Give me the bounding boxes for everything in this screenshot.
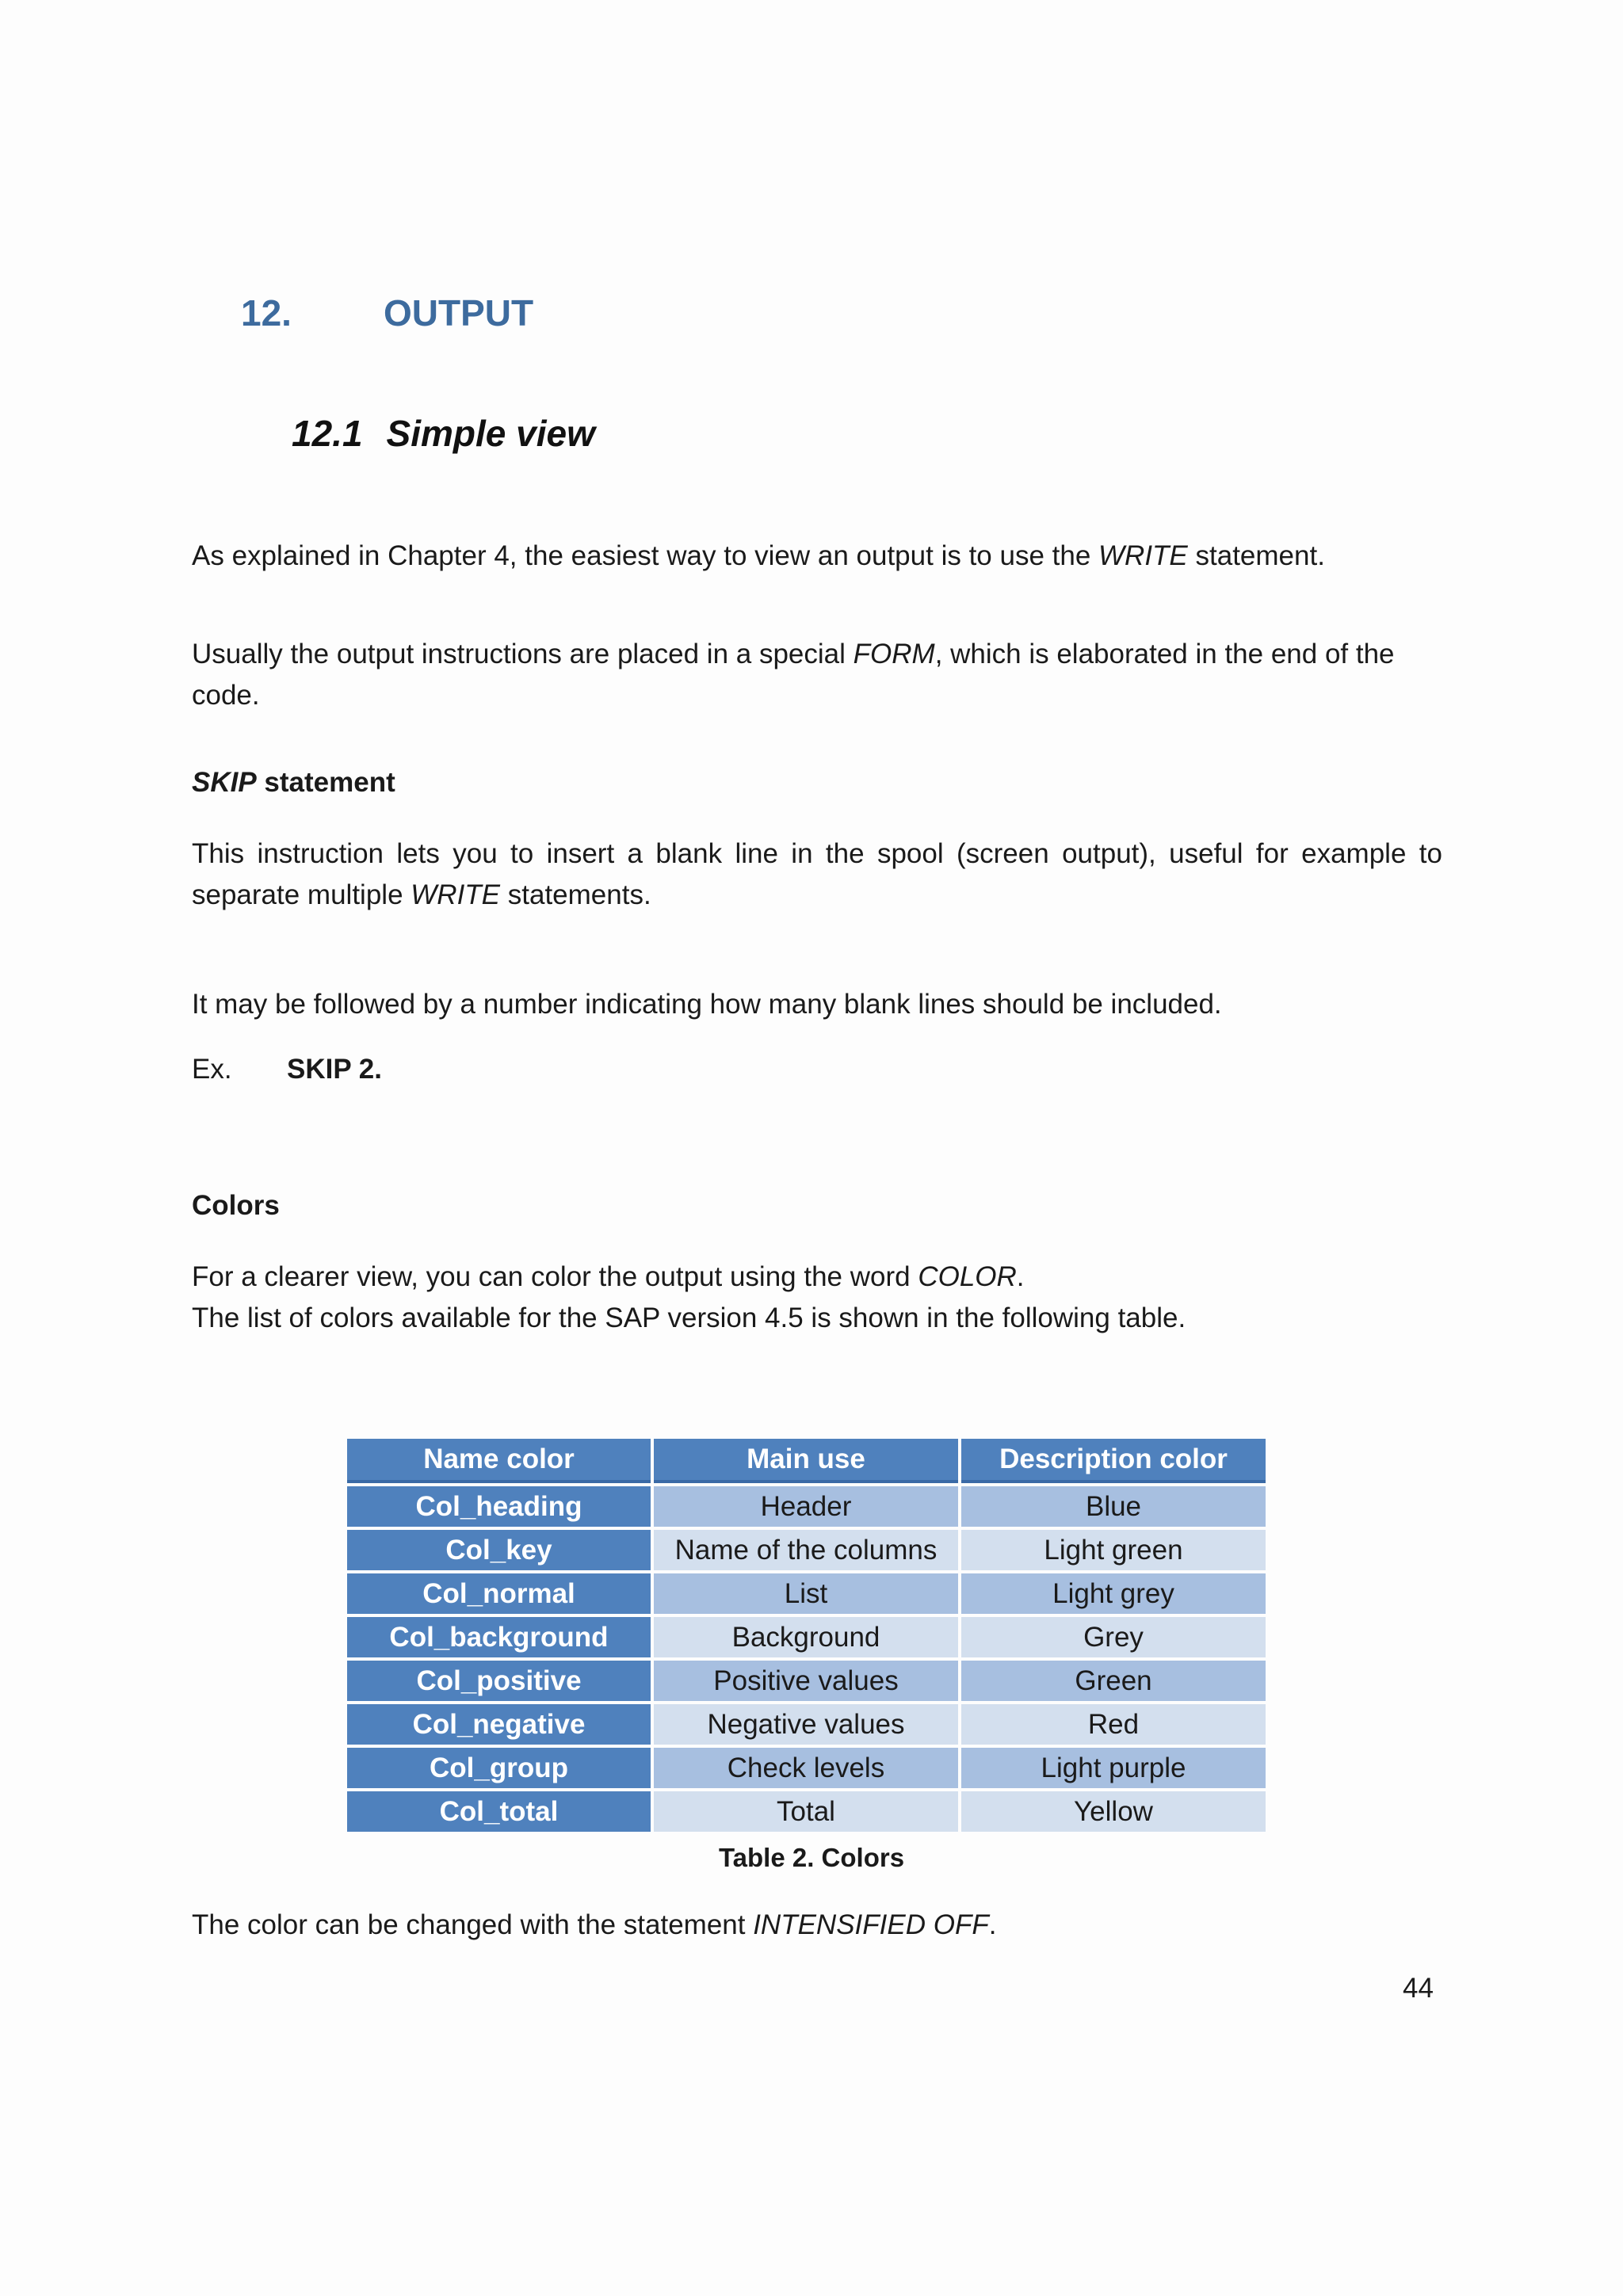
cell-name: Col_negative — [347, 1704, 651, 1745]
table-row — [347, 1791, 1266, 1832]
skip-paragraph-1 — [192, 833, 1442, 916]
header-name-color: Name color — [347, 1439, 651, 1483]
intro-paragraph-2 — [192, 634, 1442, 716]
keyword-intensified-off: INTENSIFIED OFF — [753, 1909, 989, 1940]
page-number: 44 — [1403, 1973, 1434, 2004]
cell-description: Green — [961, 1661, 1266, 1701]
text: This instruction lets you to insert a blank line in the spool (screen output), useful for example to separate multiple — [192, 838, 1442, 910]
cell-description: Red — [961, 1704, 1266, 1745]
text: , which is elaborated in the end of the code. — [192, 639, 1395, 711]
cell-name: Col_total — [347, 1791, 651, 1832]
colors-table — [344, 1436, 1269, 1835]
cell-use: Positive values — [654, 1661, 958, 1701]
keyword-form: FORM — [853, 639, 935, 669]
table-row — [347, 1661, 1266, 1701]
cell-use: Name of the columns — [654, 1530, 958, 1570]
cell-use: Header — [654, 1486, 958, 1527]
cell-name: Col_group — [347, 1748, 651, 1788]
text: Usually the output instructions are placed in a special — [192, 639, 854, 669]
text: For a clearer view, you can color the output using the word — [192, 1261, 918, 1292]
cell-use: Check levels — [654, 1748, 958, 1788]
cell-use: Background — [654, 1617, 958, 1657]
keyword-skip: SKIP — [192, 767, 257, 798]
section-title: Simple view — [386, 413, 595, 454]
section-number: 12.1 — [292, 413, 363, 454]
cell-name: Col_heading — [347, 1486, 651, 1527]
header-description-color: Description color — [961, 1439, 1266, 1483]
text: As explained in Chapter 4, the easiest way to view an output is to use the — [192, 540, 1099, 571]
table-header-row — [347, 1439, 1266, 1483]
cell-description: Light grey — [961, 1573, 1266, 1614]
text: . — [1016, 1261, 1025, 1292]
cell-use: Total — [654, 1791, 958, 1832]
table-row — [347, 1530, 1266, 1570]
skip-paragraph-2: It may be followed by a number indicating how many blank lines should be included. — [192, 989, 1222, 1020]
table-row — [347, 1704, 1266, 1745]
table-caption: Table 2. Colors — [718, 1843, 905, 1872]
cell-description: Grey — [961, 1617, 1266, 1657]
header-main-use: Main use — [654, 1439, 958, 1483]
text: The color can be changed with the statement — [192, 1909, 754, 1940]
chapter-title: OUTPUT — [384, 292, 534, 334]
table-row — [347, 1486, 1266, 1527]
cell-description: Light purple — [961, 1748, 1266, 1788]
colors-paragraph — [192, 1257, 1442, 1339]
text: statement — [256, 767, 395, 798]
cell-description: Yellow — [961, 1791, 1266, 1832]
text: statement. — [1187, 540, 1325, 571]
skip-heading — [192, 767, 395, 799]
table-row — [347, 1573, 1266, 1614]
colors-line-2: The list of colors available for the SAP version 4.5 is shown in the following table. — [192, 1302, 1186, 1333]
cell-name: Col_normal — [347, 1573, 651, 1614]
outro-paragraph — [192, 1905, 1442, 1946]
table-row — [347, 1748, 1266, 1788]
chapter-heading — [241, 292, 534, 334]
example-label: Ex. — [192, 1054, 232, 1085]
text: statements. — [500, 879, 651, 910]
cell-name: Col_background — [347, 1617, 651, 1657]
colors-line-1 — [192, 1257, 1442, 1298]
cell-description: Light green — [961, 1530, 1266, 1570]
section-heading — [292, 412, 595, 455]
table-row — [347, 1617, 1266, 1657]
example-code: SKIP 2. — [287, 1054, 382, 1085]
cell-use: Negative values — [654, 1704, 958, 1745]
cell-name: Col_key — [347, 1530, 651, 1570]
text: . — [988, 1909, 997, 1940]
cell-name: Col_positive — [347, 1661, 651, 1701]
colors-heading: Colors — [192, 1190, 280, 1221]
keyword-color: COLOR — [918, 1261, 1017, 1292]
keyword-write: WRITE — [411, 879, 501, 910]
cell-use: List — [654, 1573, 958, 1614]
intro-paragraph-1 — [192, 536, 1442, 577]
chapter-number: 12. — [241, 292, 292, 334]
cell-description: Blue — [961, 1486, 1266, 1527]
keyword-write: WRITE — [1098, 540, 1188, 571]
